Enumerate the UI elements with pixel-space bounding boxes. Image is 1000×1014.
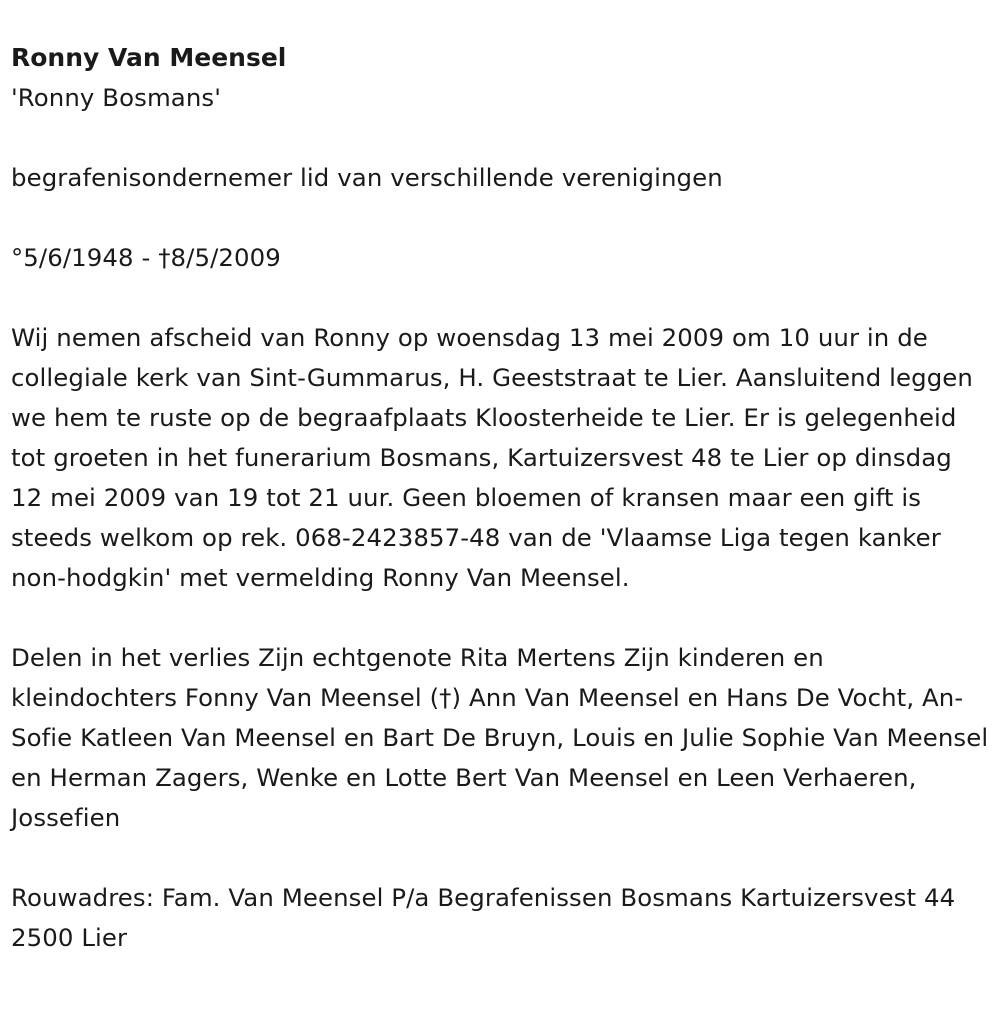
life-dates: °5/6/1948 - †8/5/2009 [11,243,281,272]
nickname: 'Ronny Bosmans' [11,83,222,112]
family-paragraph: Delen in het verlies Zijn echtgenote Rita Mertens Zijn kinderen en kleindochters Fonny Van Meensel (†) Ann Van Meensel en Hans De Vocht, An-Sofie Katleen Van Meensel en Bart De Bruyn, Louis en Julie Sophie Van Meensel en Herman Zagers, Wenke en Lotte Bert Van Meensel en Leen Verhaeren, Jossefien [11,643,989,832]
spacer [11,598,990,638]
spacer [11,838,990,878]
mourning-address: Rouwadres: Fam. Van Meensel P/a Begrafenissen Bosmans Kartuizersvest 44 2500 Lier [11,883,956,952]
spacer [11,198,990,238]
spacer [11,118,990,158]
deceased-name: Ronny Van Meensel [11,43,287,72]
spacer [11,278,990,318]
funeral-details-paragraph: Wij nemen afscheid van Ronny op woensdag 13 mei 2009 om 10 uur in de collegiale kerk van Sint-Gummarus, H. Geeststraat te Lier. Aansluitend leggen we hem te ruste op de begraafplaats Kloosterheide te Lier. Er is gelegenheid tot groeten in het funerarium Bosmans, Kartuizersvest 48 te Lier op dinsdag 12 mei 2009 van 19 tot 21 uur. Geen bloemen of kransen maar een gift is steeds welkom op rek. 068-2423857-48 van de 'Vlaamse Liga tegen kanker non-hodgkin' met vermelding Ronny Van Meensel. [11,323,973,592]
occupation: begrafenisondernemer lid van verschillende verenigingen [11,163,723,192]
